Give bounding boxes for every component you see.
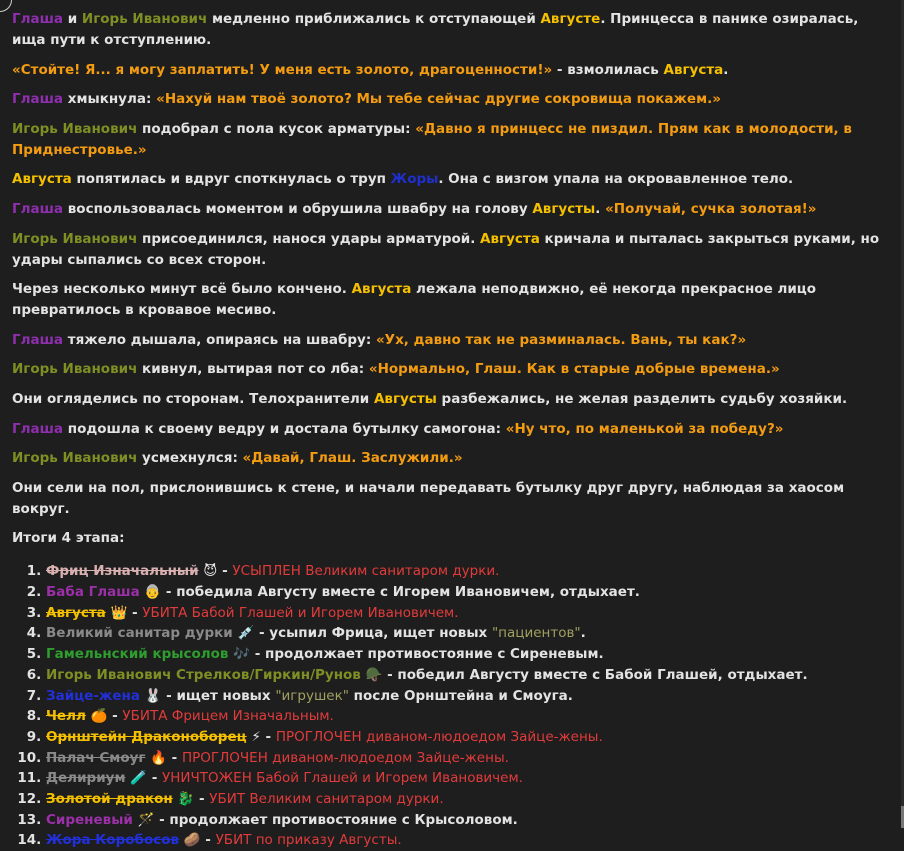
name-span: Августы	[532, 200, 596, 217]
story-paragraph	[12, 9, 882, 51]
name-span: Орнштейн Драконоборец	[46, 728, 247, 745]
name-span: Игорь Иванович Стрелков/Гиркин/Рунов	[46, 666, 361, 683]
name-span: Фриц Изначальный	[46, 563, 199, 580]
text-span: кричала и пыталась закрыться руками, но удары сыпались со всех сторон.	[12, 230, 884, 268]
name-span: Игорь Иванович	[81, 11, 208, 27]
text-span: .	[580, 625, 586, 642]
story-paragraph	[12, 199, 882, 220]
name-span: Глаша	[12, 420, 64, 437]
name-span: Глаша	[12, 91, 64, 108]
story-paragraph	[12, 359, 882, 380]
name-span: Глаша	[12, 200, 64, 217]
name-span: ПРОГЛОЧЕН диваном-людоедом Зайце-жены.	[275, 728, 603, 745]
results-list-item	[46, 748, 882, 769]
story-paragraph	[12, 478, 882, 520]
text-span: 🪖	[360, 666, 388, 683]
name-span: Августа	[12, 171, 72, 188]
text-span: -	[151, 770, 163, 787]
text-span: 👵	[139, 584, 166, 601]
name-span: УБИТ по приказу Августы.	[215, 832, 402, 849]
text-span: .	[595, 200, 606, 217]
text-span: - продолжает противостояние с Сиреневым.	[254, 646, 604, 663]
text-span: тяжело дышала, опираясь на швабру:	[63, 331, 376, 348]
results-list-item	[46, 665, 882, 686]
name-span: «Ну что, по маленькой за победу?»	[505, 420, 784, 437]
text-span: воспользовалась моментом и обрушила швабру на голову	[63, 200, 533, 217]
name-span: Жора Коробосов	[46, 832, 180, 849]
name-span: Великий санитар дурки	[46, 625, 233, 642]
name-span: УБИТА Фрицем Изначальным.	[122, 708, 334, 725]
text-span: подошла к своему ведру и достала бутылку самогона:	[63, 420, 506, 437]
story-paragraph	[12, 169, 882, 190]
story-paragraph	[12, 528, 882, 549]
text-span: 🔥	[145, 749, 172, 766]
name-span: Гамельнский крысолов	[46, 646, 229, 663]
name-span: Августа	[351, 281, 412, 298]
text-span: хмыкнула:	[63, 91, 157, 108]
text-span: -	[132, 604, 143, 621]
text-span: Итоги 4 этапа:	[12, 530, 125, 547]
text-span: подобрал с пола кусок арматуры:	[137, 120, 416, 137]
text-span: Они сели на пол, прислонившись к стене, и начали передавать бутылку друг другу, наблюдая за хаосом вокруг.	[12, 479, 849, 517]
results-list	[12, 561, 882, 851]
text-span: медленно приближались к отступающей	[207, 11, 541, 27]
results-list-item	[46, 623, 882, 644]
text-span: . Принцесса в панике озиралась, ища пути к отступлению.	[12, 11, 864, 48]
name-span: «Давно я принцесс не пиздил. Прям как в молодости, в Приднестровье.»	[12, 120, 857, 158]
story-text	[12, 9, 882, 851]
name-span: Августе	[540, 11, 601, 27]
text-span: 😈	[198, 563, 223, 580]
name-span: Августа	[480, 230, 540, 247]
text-span: 🥔	[179, 832, 206, 849]
name-span: Сиреневый	[46, 811, 133, 828]
name-span: «Давай, Глаш. Заслужили.»	[242, 450, 463, 467]
story-paragraph	[12, 389, 882, 410]
name-span: Игорь Иванович	[12, 120, 138, 137]
text-span: 👑	[105, 604, 132, 621]
text-span: присоединился, нанося удары арматурой.	[137, 230, 481, 247]
name-span: Жоры	[390, 171, 439, 188]
story-paragraph	[12, 330, 882, 351]
name-span: «Нахуй нам твоё золото? Мы тебе сейчас другие сокровища покажем.»	[156, 91, 721, 108]
results-list-item	[46, 830, 882, 851]
name-span: УБИТА Бабой Глашей и Игорем Ивановичем.	[142, 604, 459, 621]
name-span: Глаша	[12, 11, 64, 27]
name-span: ПРОГЛОЧЕН диваном-людоедом Зайце-жены.	[181, 749, 509, 766]
results-list-item	[46, 603, 882, 624]
story-paragraph	[12, 119, 882, 161]
name-span: Августа	[663, 61, 724, 78]
results-list-item	[46, 810, 882, 831]
text-span: разбежались, не желая разделить судьбу хозяйки.	[436, 390, 848, 407]
text-span: лежала неподвижно, её некогда прекрасное лицо превратилось в кровавое месиво.	[12, 281, 821, 319]
results-list-item	[46, 706, 882, 727]
results-list-item	[46, 686, 882, 707]
text-span: 🪄	[132, 811, 160, 828]
text-span: 🍊	[85, 708, 113, 725]
text-span: - усыпил Фрица, ищет новых	[258, 625, 492, 642]
results-list-item	[46, 582, 882, 603]
story-paragraphs	[12, 9, 882, 549]
story-paragraph	[12, 279, 882, 321]
text-span: 🐰	[139, 687, 167, 704]
name-span: Золотой дракон	[46, 791, 173, 808]
name-span: Игорь Иванович	[12, 450, 138, 467]
text-span: кивнул, вытирая пот со лба:	[137, 361, 369, 378]
text-span: попятилась и вдруг споткнулась о труп	[71, 171, 391, 188]
name-span: «Нормально, Глаш. Как в старые добрые времена.»	[368, 361, 780, 378]
text-span: после Орнштейна и Смоуга.	[348, 687, 573, 704]
name-span: «Ух, давно так не разминалась. Вань, ты как?»	[375, 331, 747, 348]
results-list-item	[46, 644, 882, 665]
name-span: УНИЧТОЖЕН Бабой Глашей и Игорем Ивановичем.	[162, 770, 523, 787]
name-span: Зайце-жена	[46, 687, 140, 704]
results-list-item	[46, 727, 882, 748]
text-span: - победил Августу вместе с Бабой Глашей, отдыхает.	[387, 666, 808, 683]
corner-arc-icon	[0, 0, 12, 12]
text-span: 💉	[232, 625, 259, 642]
name-span: Глаша	[12, 331, 64, 348]
text-span: -	[265, 728, 276, 745]
text-span: - ищет новых	[166, 687, 276, 704]
name-span: "пациентов"	[491, 625, 581, 642]
text-span: Они огляделись по сторонам. Телохранители	[12, 390, 374, 407]
text-span: Через несколько минут всё было кончено.	[12, 281, 352, 298]
name-span: Игорь Иванович	[12, 230, 138, 247]
story-paragraph	[12, 60, 882, 81]
story-paragraph	[12, 448, 882, 469]
name-span: УБИТ Великим санитаром дурки.	[209, 791, 444, 808]
story-paragraph	[12, 89, 882, 110]
text-span: -	[222, 563, 233, 580]
name-span: УСЫПЛЕН Великим санитаром дурки.	[232, 563, 500, 580]
name-span: Августы	[373, 390, 437, 407]
name-span: Августа	[46, 604, 106, 621]
name-span: Баба Глаша	[46, 584, 140, 601]
text-span: и	[63, 11, 82, 27]
text-span: 🐉	[172, 791, 199, 808]
text-span: ⚡	[246, 728, 266, 745]
story-paragraph	[12, 229, 882, 271]
text-span: . Она с визгом упала на окровавленное тело.	[438, 171, 794, 188]
results-list-item	[46, 768, 882, 789]
results-list-item	[46, 561, 882, 582]
results-list-item	[46, 789, 882, 810]
name-span: «Стойте! Я... я могу заплатить! У меня есть золото, драгоценности!»	[12, 61, 553, 78]
text-span: -	[112, 708, 123, 725]
text-span: .	[723, 61, 729, 78]
text-span: - победила Августу вместе с Игорем Ивановичем, отдыхает.	[165, 584, 640, 601]
name-span: Палач Смоуг	[46, 749, 146, 766]
text-span: -	[205, 832, 216, 849]
name-span: «Получай, сучка золотая!»	[605, 200, 817, 217]
text-span: -	[171, 749, 182, 766]
name-span: Делириум	[46, 770, 126, 787]
text-span: усмехнулся:	[137, 450, 243, 467]
story-paragraph	[12, 419, 882, 440]
text-span: - продолжает противостояние с Крысоловом.	[159, 811, 518, 828]
name-span: Челл	[46, 708, 86, 725]
name-span: "игрушек"	[275, 687, 349, 704]
name-span: Игорь Иванович	[12, 361, 138, 378]
text-span: - взмолилась	[552, 61, 664, 78]
text-span: 🎶	[228, 646, 255, 663]
text-span: -	[198, 791, 210, 808]
text-span: 🧪	[125, 770, 152, 787]
